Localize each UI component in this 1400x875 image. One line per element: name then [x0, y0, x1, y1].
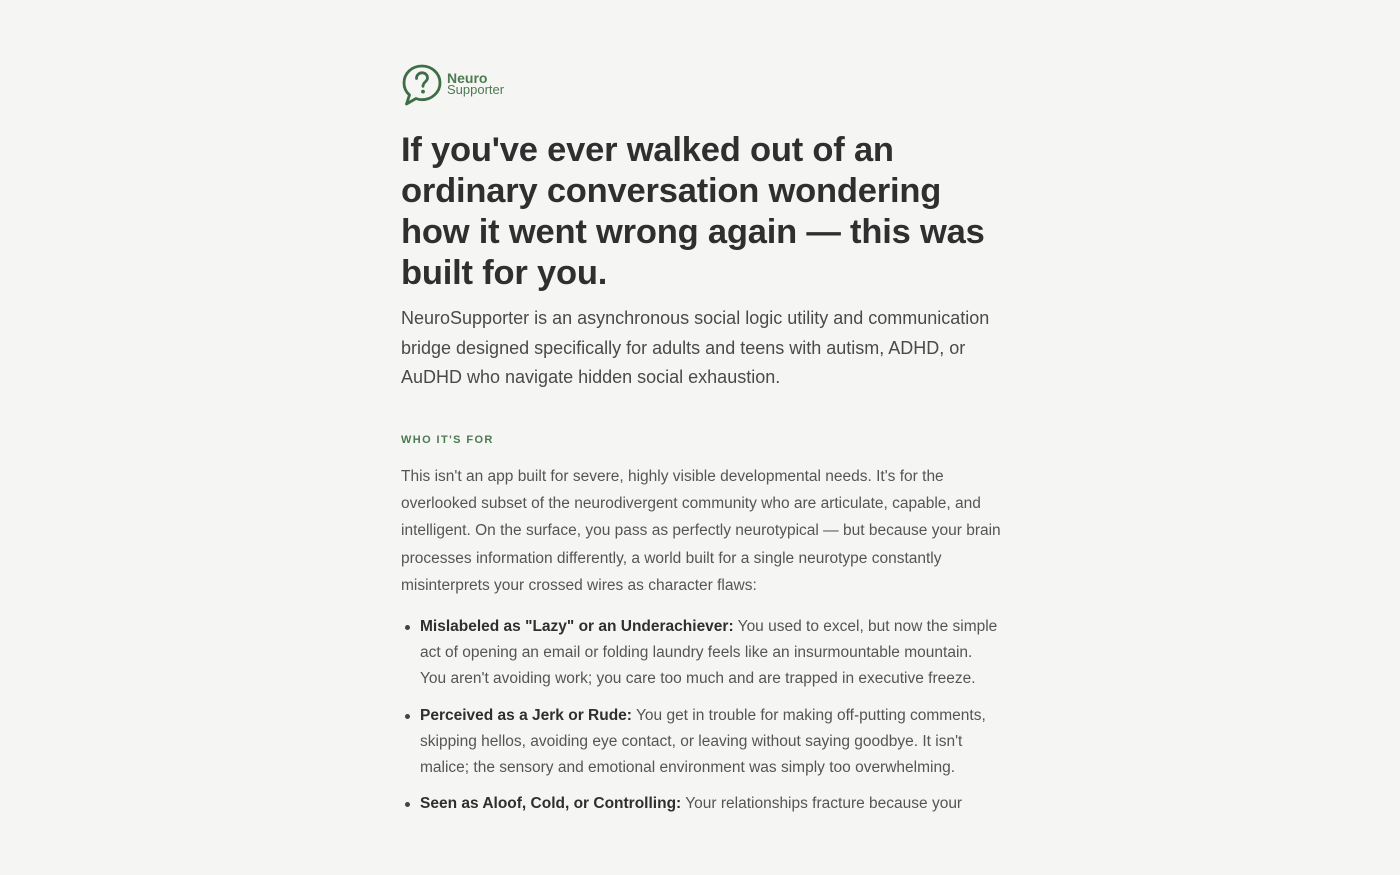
brand-logo[interactable]	[401, 63, 504, 107]
list-item	[420, 703, 1001, 782]
list-item-title: Seen as Aloof, Cold, or Controlling:	[420, 795, 682, 813]
brand-line2: Supporter	[447, 82, 505, 97]
list-item	[420, 614, 1001, 693]
list-item-title: Mislabeled as "Lazy" or an Underachiever:	[420, 618, 734, 635]
hero-intro: NeuroSupporter is an asynchronous social logic utility and communication bridge designed specifically for adults and teens with autism, ADHD, or AuDHD who navigate hidden social exhaustion.	[401, 308, 990, 387]
list-item	[420, 791, 1001, 817]
list-item-text: You used to excel, but now the simple act of opening an email or folding laundry feels like an insurmountable mountain. You aren't avoiding work; you care too much and are trapped in executive freeze.	[420, 618, 998, 688]
brand-wordmark	[447, 72, 504, 96]
section-eyebrow: WHO IT'S FOR	[401, 434, 494, 446]
question-speech-bubble-icon	[401, 63, 443, 107]
traits-list	[401, 614, 1020, 827]
list-item-text: Your relationships fracture because your	[681, 795, 963, 813]
brand-line1: Neuro	[447, 70, 488, 86]
hero-headline: If you've ever walked out of an ordinary conversation wondering how it went wrong again — this was built for you.	[401, 131, 985, 292]
list-item-text: You get in trouble for making off-putting comments, skipping hellos, avoiding eye contact, or leaving without saying goodbye. It isn't malice; the sensory and emotional environment was simply too overwhelming.	[420, 706, 986, 777]
list-item-title: Perceived as a Jerk or Rude:	[420, 706, 632, 724]
section-paragraph: This isn't an app built for severe, highly visible developmental needs. It's for the overlooked subset of the neurodivergent community who are articulate, capable, and intelligent. On the surface, you pass as perfectly neurotypical — but because your brain processes information differently, a world built for a single neurotype constantly misinterprets your crossed wires as character flaws:	[401, 468, 1001, 594]
